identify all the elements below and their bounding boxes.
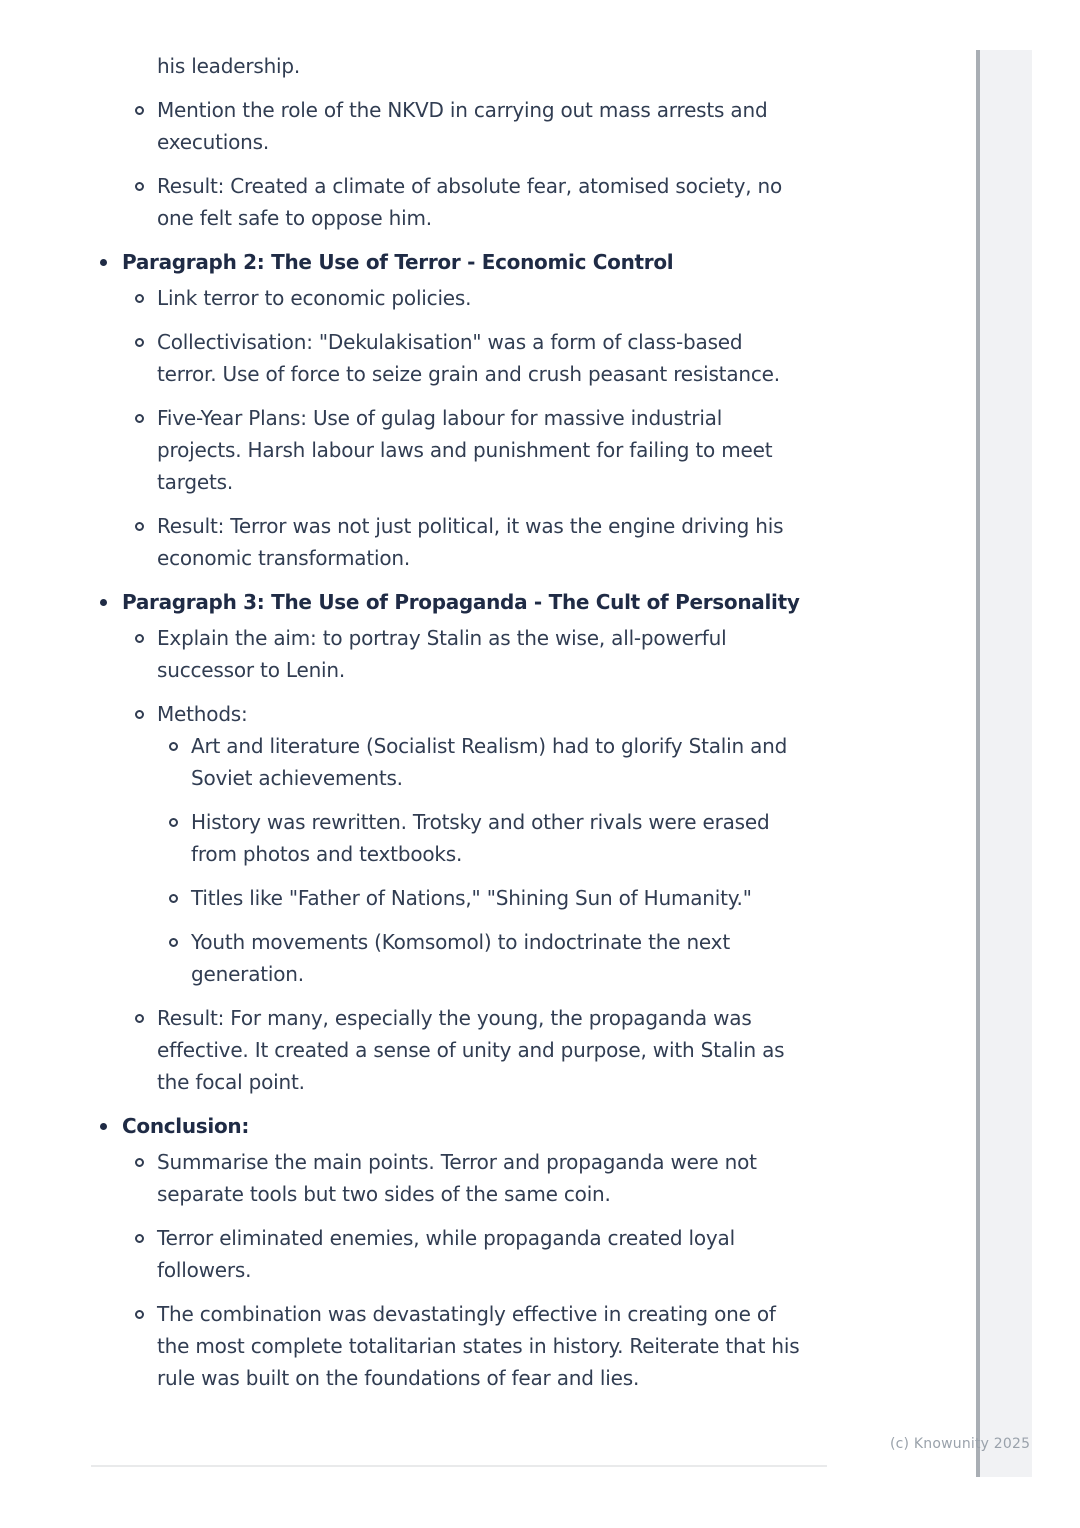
text-line: Art and literature (Socialist Realism) had to glorify Stalin and bbox=[191, 734, 788, 758]
circle-bullet-icon bbox=[169, 894, 178, 903]
text-line: effective. It created a sense of unity and purpose, with Stalin as bbox=[157, 1038, 785, 1062]
page-edge-panel bbox=[976, 50, 1032, 1477]
disc-bullet-icon bbox=[100, 599, 107, 606]
list-item bbox=[0, 806, 976, 870]
circle-bullet-icon bbox=[169, 818, 178, 827]
text-line: generation. bbox=[191, 962, 304, 986]
list-item bbox=[0, 402, 976, 498]
circle-bullet-icon bbox=[135, 414, 144, 423]
text-line: followers. bbox=[157, 1258, 252, 1282]
text-line: Methods: bbox=[157, 702, 248, 726]
text-line: Terror eliminated enemies, while propaganda created loyal bbox=[157, 1226, 735, 1250]
list-item bbox=[0, 882, 976, 914]
text-line: Result: For many, especially the young, the propaganda was bbox=[157, 1006, 752, 1030]
text-line: Link terror to economic policies. bbox=[157, 286, 472, 310]
circle-bullet-icon bbox=[135, 294, 144, 303]
text-line: from photos and textbooks. bbox=[191, 842, 463, 866]
text-line: Summarise the main points. Terror and propaganda were not bbox=[157, 1150, 757, 1174]
list-item bbox=[0, 170, 976, 234]
text-line: Paragraph 3: The Use of Propaganda - The Cult of Personality bbox=[122, 590, 800, 614]
circle-bullet-icon bbox=[135, 338, 144, 347]
text-line: projects. Harsh labour laws and punishment for failing to meet bbox=[157, 438, 773, 462]
text-line: rule was built on the foundations of fear and lies. bbox=[157, 1366, 640, 1390]
text-line: Conclusion: bbox=[122, 1114, 250, 1138]
disc-bullet-icon bbox=[100, 259, 107, 266]
list-item bbox=[0, 1002, 976, 1098]
circle-bullet-icon bbox=[135, 1158, 144, 1167]
circle-bullet-icon bbox=[135, 522, 144, 531]
text-line: economic transformation. bbox=[157, 546, 411, 570]
list-item bbox=[0, 926, 976, 990]
text-line: Mention the role of the NKVD in carrying out mass arrests and bbox=[157, 98, 768, 122]
text-line: one felt safe to oppose him. bbox=[157, 206, 432, 230]
circle-bullet-icon bbox=[135, 182, 144, 191]
text-line: executions. bbox=[157, 130, 270, 154]
list-item bbox=[0, 622, 976, 686]
text-line: Collectivisation: "Dekulakisation" was a form of class-based bbox=[157, 330, 743, 354]
circle-bullet-icon bbox=[135, 1310, 144, 1319]
text-line: The combination was devastatingly effective in creating one of bbox=[157, 1302, 776, 1326]
circle-bullet-icon bbox=[135, 1014, 144, 1023]
list-item bbox=[0, 1222, 976, 1286]
text-line: his leadership. bbox=[157, 54, 301, 78]
section-heading bbox=[0, 586, 976, 618]
list-item bbox=[0, 1146, 976, 1210]
list-item bbox=[0, 698, 976, 730]
list-item bbox=[0, 510, 976, 574]
text-line: targets. bbox=[157, 470, 233, 494]
document-content bbox=[0, 50, 976, 1406]
section-heading bbox=[0, 246, 976, 278]
text-line: Result: Created a climate of absolute fear, atomised society, no bbox=[157, 174, 783, 198]
list-item bbox=[0, 94, 976, 158]
list-item bbox=[0, 326, 976, 390]
circle-bullet-icon bbox=[169, 938, 178, 947]
text-line: Paragraph 2: The Use of Terror - Economic Control bbox=[122, 250, 674, 274]
text-line: History was rewritten. Trotsky and other rivals were erased bbox=[191, 810, 770, 834]
text-line: Youth movements (Komsomol) to indoctrinate the next bbox=[191, 930, 730, 954]
text-line: terror. Use of force to seize grain and crush peasant resistance. bbox=[157, 362, 780, 386]
circle-bullet-icon bbox=[135, 1234, 144, 1243]
text-line: Explain the aim: to portray Stalin as the wise, all-powerful bbox=[157, 626, 727, 650]
copyright-watermark: (c) Knowunity 2025 bbox=[890, 1436, 1031, 1452]
list-item bbox=[0, 1298, 976, 1394]
list-item bbox=[0, 50, 976, 82]
text-line: the focal point. bbox=[157, 1070, 305, 1094]
circle-bullet-icon bbox=[135, 710, 144, 719]
text-line: Titles like "Father of Nations," "Shining Sun of Humanity." bbox=[191, 886, 752, 910]
text-line: Five-Year Plans: Use of gulag labour for massive industrial bbox=[157, 406, 723, 430]
disc-bullet-icon bbox=[100, 1123, 107, 1130]
list-item bbox=[0, 730, 976, 794]
circle-bullet-icon bbox=[135, 106, 144, 115]
section-heading bbox=[0, 1110, 976, 1142]
circle-bullet-icon bbox=[169, 742, 178, 751]
list-item bbox=[0, 282, 976, 314]
text-line: successor to Lenin. bbox=[157, 658, 346, 682]
circle-bullet-icon bbox=[135, 634, 144, 643]
text-line: Soviet achievements. bbox=[191, 766, 403, 790]
text-line: the most complete totalitarian states in history. Reiterate that his bbox=[157, 1334, 800, 1358]
text-line: Result: Terror was not just political, it was the engine driving his bbox=[157, 514, 784, 538]
page-divider bbox=[91, 1465, 827, 1467]
text-line: separate tools but two sides of the same coin. bbox=[157, 1182, 611, 1206]
